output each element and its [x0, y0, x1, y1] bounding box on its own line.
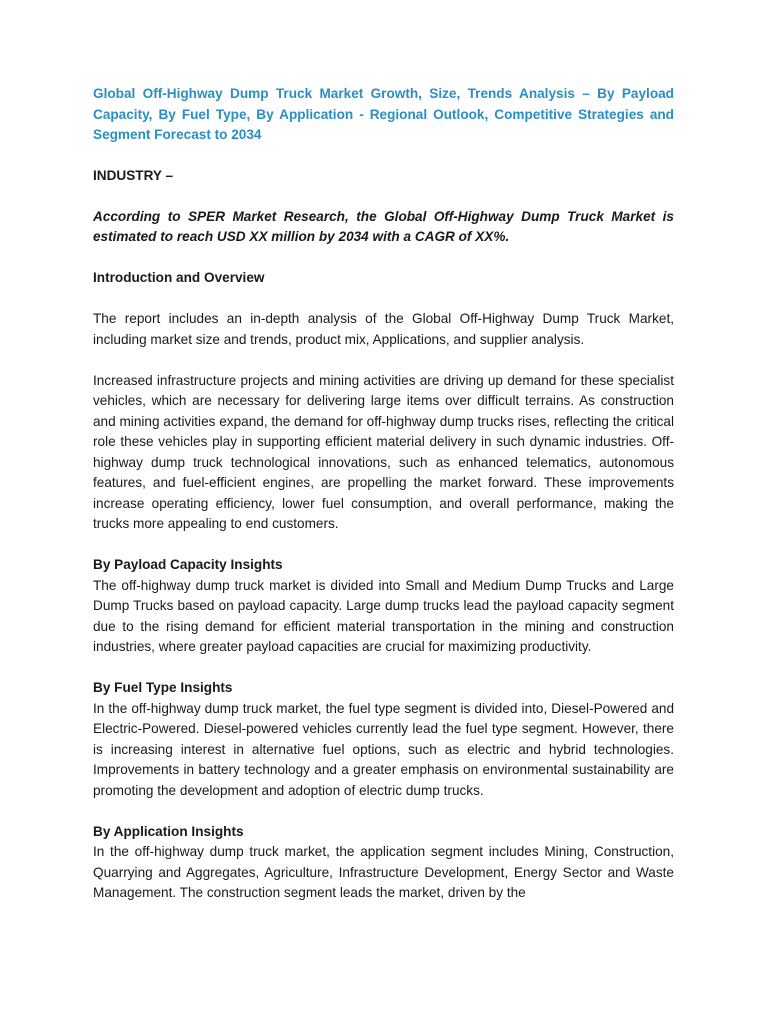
industry-label: INDUSTRY – — [93, 167, 174, 183]
fuel-paragraph: In the off-highway dump truck market, the fuel type segment is divided into, Diesel-Powered and Electric-Powered. Diesel-powered vehicles currently lead the fuel type segment. However, there is increasing interest in alternative fuel options, such as electric and hybrid technologies. Improvements in battery technology and a greater emphasis on environmental sustainability are promoting the development and adoption of electric dump trucks. — [93, 700, 674, 798]
document-title: Global Off-Highway Dump Truck Market Growth, Size, Trends Analysis – By Payload Capacity, By Fuel Type, By Application - Regional Outlook, Competitive Strategies and Segment Forecast to 2034 — [93, 86, 674, 142]
lead-statement: According to SPER Market Research, the Global Off-Highway Dump Truck Market is estimated to reach USD XX million by 2034 with a CAGR of XX%. — [93, 208, 674, 244]
payload-paragraph: The off-highway dump truck market is divided into Small and Medium Dump Trucks and Large Dump Trucks based on payload capacity. Large dump trucks lead the payload capacity segment due to the rising demand for efficient material transportation in the mining and construction industries, where greater payload capacities are crucial for maximizing productivity. — [93, 577, 674, 654]
application-heading: By Application Insights — [93, 823, 244, 839]
intro-paragraph-1: The report includes an in-depth analysis of the Global Off-Highway Dump Truck Market, including market size and trends, product mix, Applications, and supplier analysis. — [93, 311, 674, 347]
document-page — [93, 84, 674, 904]
intro-heading: Introduction and Overview — [93, 270, 265, 285]
payload-heading: By Payload Capacity Insights — [93, 557, 283, 572]
application-paragraph: In the off-highway dump truck market, the application segment includes Mining, Construction, Quarrying and Aggregates, Agriculture, Infrastructure Development, Energy Sector and Waste Management. The construction segment leads the market, driven by the — [93, 844, 674, 900]
fuel-heading: By Fuel Type Insights — [93, 680, 233, 695]
intro-paragraph-2: Increased infrastructure projects and mining activities are driving up demand for these specialist vehicles, which are necessary for delivering large items over difficult terrains. As construction and mining activities expand, the demand for off-highway dump trucks rises, reflecting the critical role these vehicles play in supporting efficient material delivery in such dynamic industries. Off-highway dump truck technological innovations, such as enhanced telematics, autonomous features, and fuel-efficient engines, are propelling the market forward. These improvements increase operating efficiency, lower fuel consumption, and overall performance, making the trucks more appealing to end customers. — [93, 372, 674, 531]
